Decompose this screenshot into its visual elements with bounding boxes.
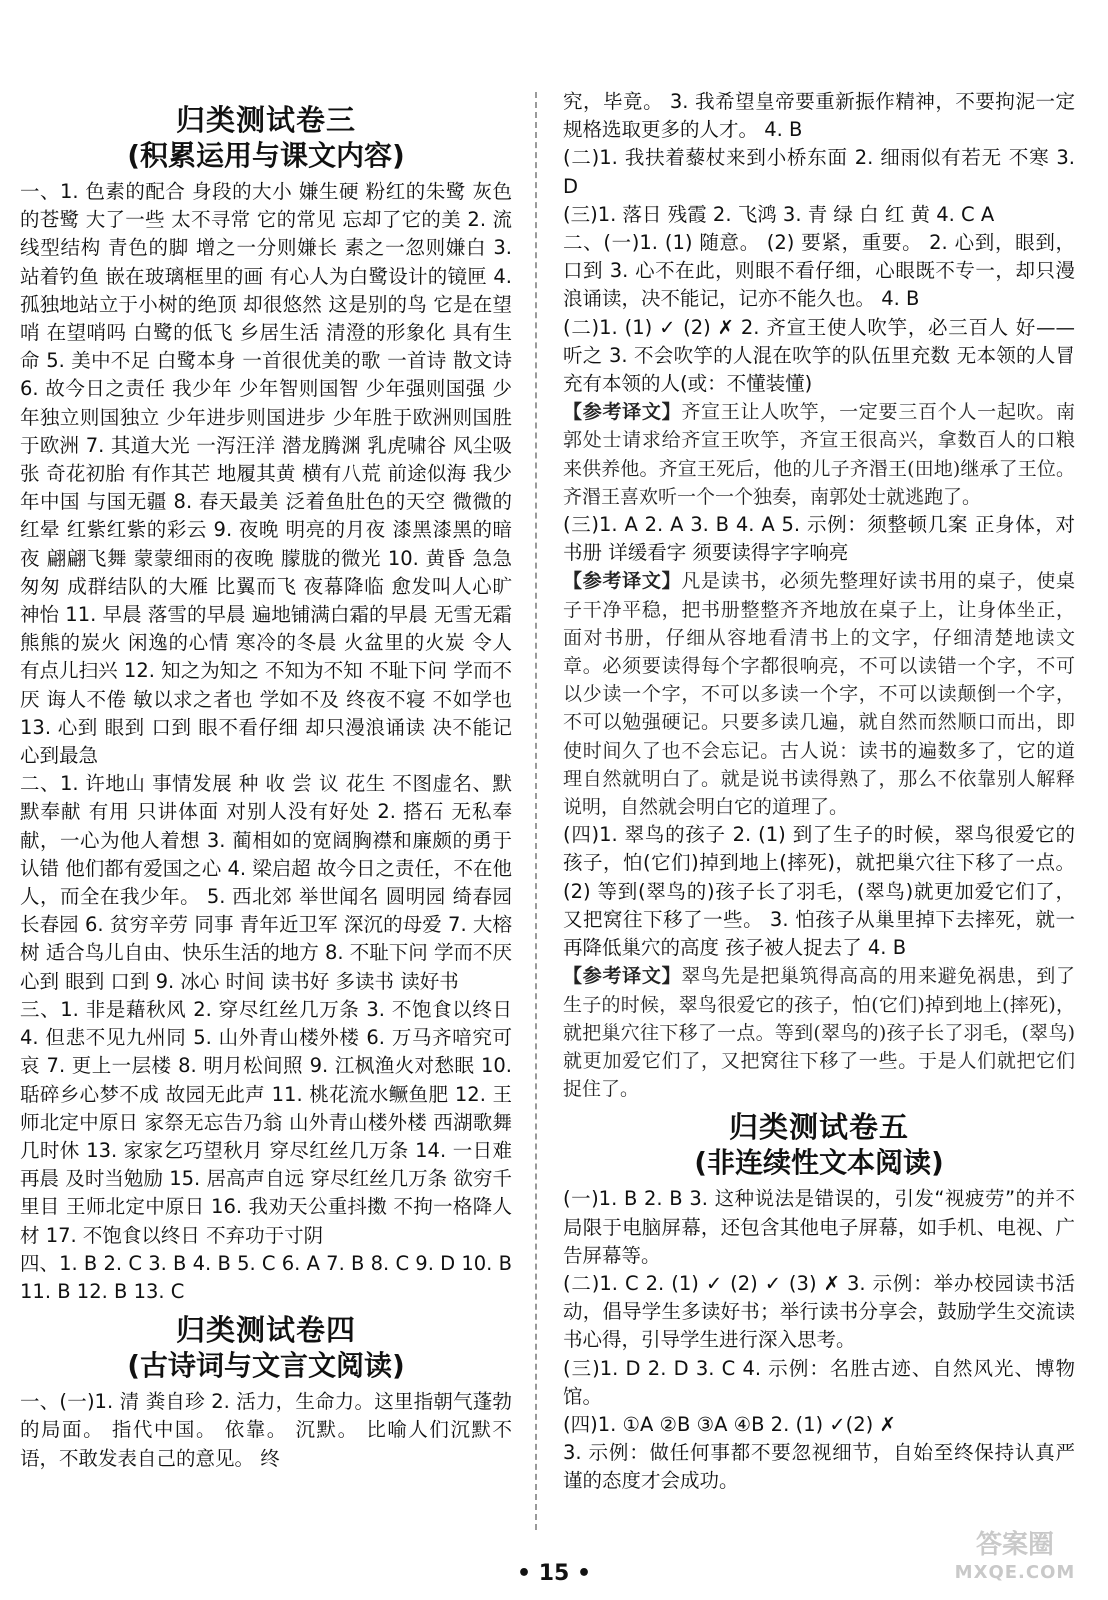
answer-r9: (二)1. C 2. (1) ✓ (2) ✓ (3) ✗ 3. 示例：举办校园读书活动，倡导学生多读好书；举行读书分享会，鼓励学生交流读书心得，引导学生进行深入思考。 bbox=[563, 1271, 1075, 1352]
watermark-logo bbox=[940, 1528, 1090, 1592]
reference-translation-3 bbox=[563, 962, 1075, 1103]
reference-tag: 【参考译文】 bbox=[563, 570, 682, 593]
answer-r10: (三)1. D 2. D 3. C 4. 示例：名胜古迹、自然风光、博物馆。 bbox=[563, 1356, 1075, 1408]
reference-tag: 【参考译文】 bbox=[563, 965, 682, 988]
answer-r4: 二、(一)1. (1) 随意。 (2) 要紧，重要。 2. 心到，眼到，口到 3. 心不在此，则眼不看仔细，心眼既不专一，却只漫浪诵读，决不能记，记亦不能久也。 4. B bbox=[563, 231, 1075, 311]
answer-part-3: 三、1. 非是藉秋风 2. 穿尽红丝几万条 3. 不饱食以终日 4. 但悲不见九州同 5. 山外青山楼外楼 6. 万马齐喑究可哀 7. 更上一层楼 8. 明月松间照 9. 江枫渔火对愁眠 10. 聒碎乡心梦不成 故园无此声 11. 桃花流水鳜鱼肥 12. 王师北定中原日 家祭无忘告乃翁 山外青山楼外楼 西湖歌舞几时休 13. 家家乞巧望秋月 穿尽红丝几万条 14. 一日难再晨 及时当勉励 15. 居高声自远 穿尽红丝几万条 欲穷千里目 王师北定中原日 16. 我劝天公重抖擞 不拘一格降人材 17. 不饱食以终日 不弃功于寸阴 bbox=[20, 997, 512, 1247]
reference-translation-1 bbox=[563, 398, 1075, 511]
page-number: • 15 • bbox=[516, 1561, 592, 1586]
reference-text: 齐宣王让人吹竽，一定要三百个人一起吹。南郭处士请求给齐宣王吹竽，齐宣王很高兴，拿数百人的口粮来供养他。齐宣王死后，他的儿子齐湣王(田地)继承了王位。齐湣王喜欢听一个一个独奏，南郭处士就逃跑了。 bbox=[563, 401, 1075, 508]
answer-r2: (二)1. 我扶着藜杖来到小桥东面 2. 细雨似有若无 不寒 3. D bbox=[563, 146, 1075, 198]
answer-part-4: 四、1. B 2. C 3. B 4. B 5. C 6. A 7. B 8. C 9. D 10. B 11. B 12. B 13. C bbox=[20, 1251, 512, 1303]
right-column bbox=[563, 88, 1075, 1538]
reference-text: 凡是读书，必须先整理好读书用的桌子，使桌子干净平稳，把书册整整齐齐地放在桌子上，让身体坐正，面对书册，仔细从容地看清书上的文字，仔细清楚地读文章。必须要读得每个字都很响亮，不可以读错一个字，不可以少读一个字，不可以多读一个字，不可以读颠倒一个字，不可以勉强硬记。只要多读几遍，就自然而然顺口而出，即使时间久了也不会忘记。古人说：读书的遍数多了，它的道理自然就明白了。就是说书读得熟了，那么不依靠别人解释说明，自然就会明白它的道理了。 bbox=[563, 570, 1075, 819]
answer-r12: 3. 示例：做任何事都不要忽视细节，自始至终保持认真严谨的态度才会成功。 bbox=[563, 1441, 1075, 1493]
section-subtitle-5: (非连续性文本阅读) bbox=[694, 1146, 944, 1180]
answer-r5: (二)1. (1) ✓ (2) ✗ 2. 齐宣王使人吹竽，必三百人 好——听之 3. 不会吹竽的人混在吹竽的队伍里充数 无本领的人冒充有本领的人(或：不懂装懂) bbox=[563, 315, 1075, 396]
answer-r1: 究，毕竟。 3. 我希望皇帝要重新振作精神，不要拘泥一定规格选取更多的人才。 4. B bbox=[563, 90, 1075, 142]
watermark-logo-text: 答案圈 bbox=[975, 1530, 1054, 1560]
reference-tag: 【参考译文】 bbox=[563, 401, 682, 424]
section-subtitle-4: (古诗词与文言文阅读) bbox=[127, 1349, 405, 1383]
answer-r11: (四)1. ①A ②B ③A ④B 2. (1) ✓(2) ✗ bbox=[563, 1412, 896, 1436]
section-title-5: 归类测试卷五 bbox=[728, 1110, 909, 1145]
column-divider bbox=[535, 92, 537, 1530]
answer-r8: (一)1. B 2. B 3. 这种说法是错误的，引发“视疲劳”的并不局限于电脑屏幕，还包含其他电子屏幕，如手机、电视、广告屏幕等。 bbox=[563, 1187, 1075, 1267]
section-title-4: 归类测试卷四 bbox=[175, 1313, 356, 1348]
answer-r7: (四)1. 翠鸟的孩子 2. (1) 到了生子的时候，翠鸟很爱它的孩子，怕(它们)掉到地上(摔死)，就把巢穴往下移了一点。 (2) 等到(翠鸟的)孩子长了羽毛，(翠鸟)就更加爱它们了，又把窝往下移了一些。 3. 怕孩子从巢里掉下去摔死，就一再降低巢穴的高度 孩子被人捉去了 4. B bbox=[563, 823, 1075, 960]
watermark-url: MXQE.COM bbox=[954, 1562, 1076, 1583]
section-subtitle-3: (积累运用与课文内容) bbox=[127, 139, 405, 172]
answer-r6: (三)1. A 2. A 3. B 4. A 5. 示例：须整顿几案 正身体，对书册 详缓看字 须要读得字字响亮 bbox=[563, 513, 1075, 565]
reference-text: 翠鸟先是把巢筑得高高的用来避免祸患，到了生子的时候，翠鸟很爱它的孩子，怕(它们)掉到地上(摔死)，就把巢穴往下移了一点。等到(翠鸟的)孩子长了羽毛，(翠鸟)就更加爱它们了，又把窝往下移了一些。于是人们就把它们捉住了。 bbox=[563, 965, 1075, 1101]
left-column bbox=[20, 96, 512, 1538]
reference-translation-2 bbox=[563, 567, 1075, 821]
answer-part-2: 二、1. 许地山 事情发展 种 收 尝 议 花生 不图虚名、默默奉献 有用 只讲体面 对别人没有好处 2. 搭石 无私奉献，一心为他人着想 3. 蔺相如的宽阔胸襟和廉颇的勇于认错 他们都有爱国之心 4. 梁启超 故今日之责任，不在他人，而全在我少年。 5. 西北郊 举世闻名 圆明园 绮春园 长春园 6. 贫穷辛劳 同事 青年近卫军 深沉的母爱 7. 大榕树 适合鸟儿自由、快乐生活的地方 8. 不耻下问 学而不厌 心到 眼到 口到 9. 冰心 时间 读书好 多读书 读好书 bbox=[20, 772, 512, 993]
section-title-3: 归类测试卷三 bbox=[175, 103, 356, 137]
answer-r3: (三)1. 落日 残霞 2. 飞鸿 3. 青 绿 白 红 黄 4. C A bbox=[563, 202, 995, 226]
answer-part-5: 一、(一)1. 清 粪自珍 2. 活力，生命力。这里指朝气蓬勃的局面。 指代中国。 依靠。 沉默。 比喻人们沉默不语，不敢发表自己的意见。 终 bbox=[20, 1390, 512, 1470]
answer-part-1: 一、1. 色素的配合 身段的大小 嫌生硬 粉红的朱鹭 灰色的苍鹭 大了一些 太不寻常 它的常见 忘却了它的美 2. 流线型结构 青色的脚 增之一分则嫌长 素之一忽则嫌白 3. 站着钓鱼 嵌在玻璃框里的画 有心人为白鹭设计的镜匣 4. 孤独地站立于小树的绝顶 却很悠然 这是别的鸟 它是在望哨 在望哨吗 白鹭的低飞 乡居生活 清澄的形象化 具有生命 5. 美中不足 白鹭本身 一首很优美的歌 一首诗 散文诗 6. 故今日之责任 我少年 少年智则国智 少年强则国强 少年独立则国独立 少年进步则国进步 少年胜于欧洲则国胜于欧洲 7. 其道大光 一泻汪洋 潜龙腾渊 乳虎啸谷 风尘吸张 奇花初胎 有作其芒 地履其黄 横有八荒 前途似海 我少年中国 与国无疆 8. 春天最美 泛着鱼肚色的天空 微微的红晕 红紫红紫的彩云 9. 夜晚 明亮的月夜 漆黑漆黑的暗夜 翩翩飞舞 蒙蒙细雨的夜晚 朦胧的微光 10. 黄昏 急急匆匆 成群结队的大雁 比翼而飞 夜幕降临 愈发叫人心旷神怡 11. 早晨 落雪的早晨 遍地铺满白霜的早晨 无雪无霜 熊熊的炭火 闲逸的心情 寒冷的冬晨 火盆里的火炭 令人有点儿扫兴 12. 知之为知之 不知为不知 不耻下问 学而不厌 诲人不倦 敏以求之者也 学如不及 终夜不寝 不如学也 13. 心到 眼到 口到 眼不看仔细 却只漫浪诵读 决不能记 心到最急 bbox=[20, 180, 512, 768]
